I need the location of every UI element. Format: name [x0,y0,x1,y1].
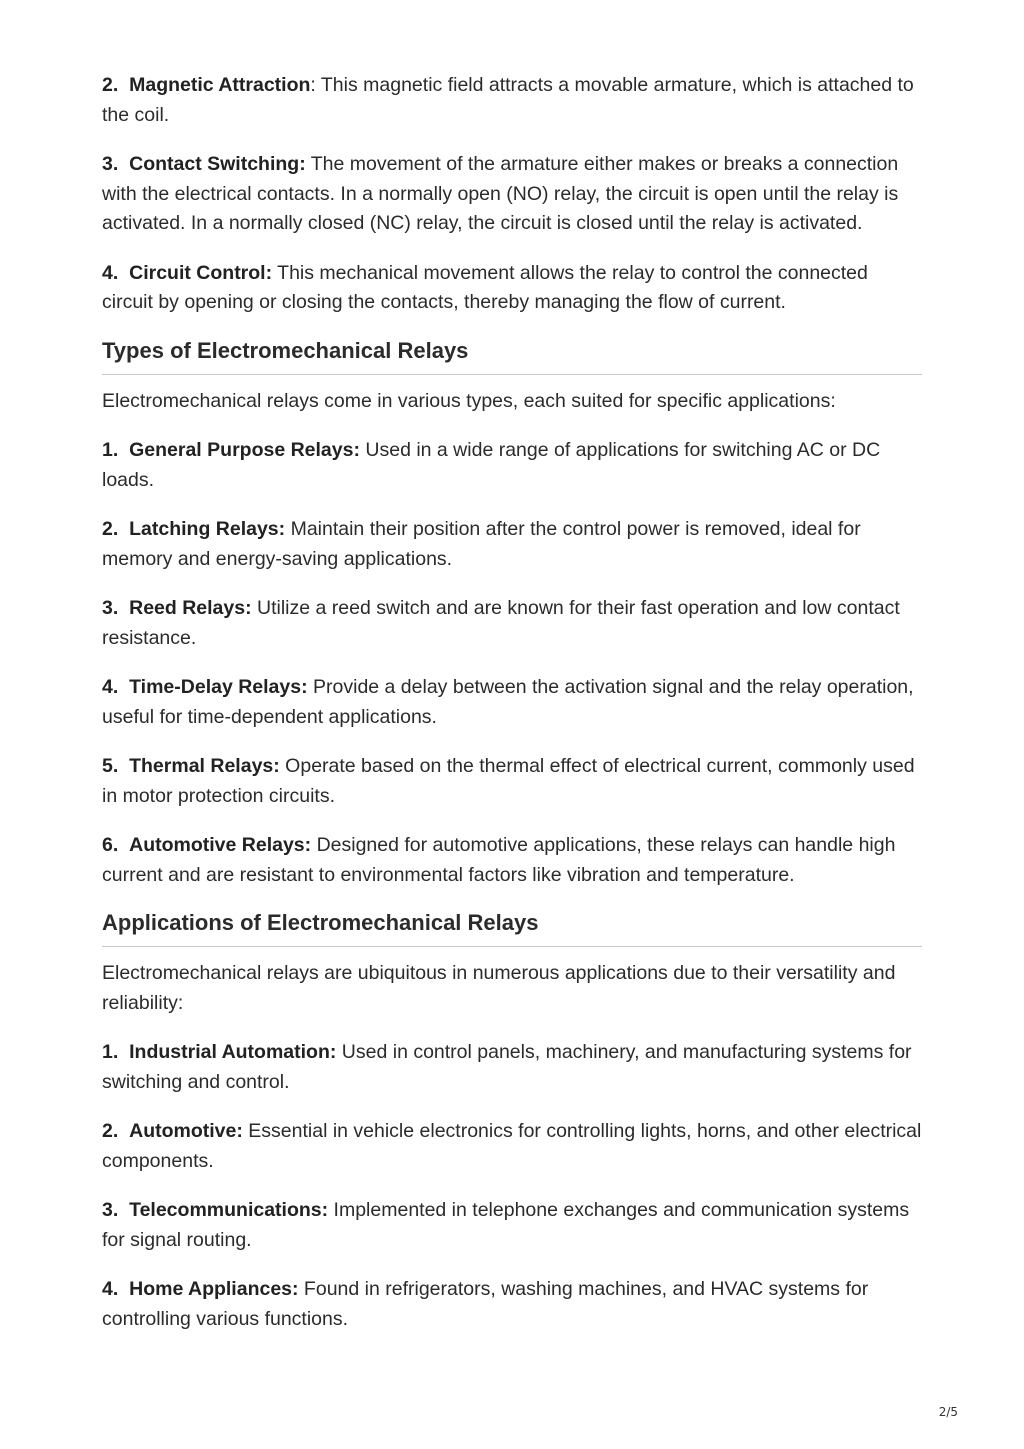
list-item [102,673,922,732]
item-number: 5. [102,755,119,777]
item-title: Automotive: [129,1120,243,1142]
list-item [102,1275,922,1334]
item-text: Designed for automotive applications, these relays can handle high current and are resistant to environmental factors like vibration and temperature. [102,834,896,886]
item-text: Used in a wide range of applications for switching AC or DC loads. [102,439,881,491]
item-number: 3. [102,597,119,619]
list-item [102,752,922,811]
applications-list [102,1038,922,1334]
item-title: Industrial Automation: [129,1041,337,1063]
item-title: Latching Relays: [129,518,286,540]
list-item [102,1196,922,1255]
list-item [102,1038,922,1097]
item-title: Home Appliances: [129,1278,299,1300]
item-title: General Purpose Relays: [129,439,360,461]
document-page [102,71,922,1354]
item-title: Automotive Relays: [129,834,312,856]
step-item [102,150,922,239]
applications-heading: Applications of Electromechanical Relays [102,910,922,947]
item-title: Reed Relays: [129,597,252,619]
item-number: 4. [102,1278,119,1300]
types-heading: Types of Electromechanical Relays [102,338,922,375]
item-number: 2. [102,518,119,540]
step-item [102,71,922,130]
step-number: 2. [102,74,119,96]
item-number: 3. [102,1199,119,1221]
item-number: 4. [102,676,119,698]
item-title: Telecommunications: [129,1199,329,1221]
step-item [102,259,922,318]
item-text: Implemented in telephone exchanges and communication systems for signal routing. [102,1199,910,1251]
steps-list [102,71,922,318]
item-text: Operate based on the thermal effect of electrical current, commonly used in motor protection circuits. [102,755,915,807]
item-number: 1. [102,439,119,461]
list-item [102,436,922,495]
applications-intro: Electromechanical relays are ubiquitous in numerous applications due to their versatility and reliability: [102,962,896,1014]
item-text: Essential in vehicle electronics for controlling lights, horns, and other electrical components. [102,1120,922,1172]
list-item [102,515,922,574]
item-number: 6. [102,834,119,856]
item-number: 1. [102,1041,119,1063]
list-item [102,831,922,890]
page-number: 2/5 [938,1405,958,1419]
item-text: Found in refrigerators, washing machines, and HVAC systems for controlling various functions. [102,1278,869,1330]
step-text: The movement of the armature either makes or breaks a connection with the electrical contacts. In a normally open (NO) relay, the circuit is open until the relay is activated. In a normally closed (NC) relay, the circuit is closed until the relay is activated. [102,153,899,234]
list-item [102,1117,922,1176]
step-title: Circuit Control: [129,261,273,284]
item-text: Maintain their position after the control power is removed, ideal for memory and energy-saving applications. [102,518,861,570]
types-list [102,436,922,890]
item-title: Thermal Relays: [129,755,280,777]
step-title: Contact Switching: [129,153,306,175]
item-title: Time-Delay Relays: [129,676,308,698]
item-text: Used in control panels, machinery, and manufacturing systems for switching and control. [102,1041,912,1093]
step-title: Magnetic Attraction [129,74,311,96]
step-text: This magnetic field attracts a movable armature, which is attached to the coil. [102,74,914,126]
step-number: 4. [102,261,119,284]
item-number: 2. [102,1120,119,1142]
step-text: This mechanical movement allows the relay to control the connected circuit by opening or closing the contacts, thereby managing the flow of current. [102,261,868,313]
step-number: 3. [102,153,119,175]
step-sep: : [310,74,316,96]
item-text: Provide a delay between the activation signal and the relay operation, useful for time-dependent applications. [102,676,914,728]
list-item [102,594,922,653]
types-intro: Electromechanical relays come in various types, each suited for specific applications: [102,389,836,412]
item-text: Utilize a reed switch and are known for their fast operation and low contact resistance. [102,597,900,649]
